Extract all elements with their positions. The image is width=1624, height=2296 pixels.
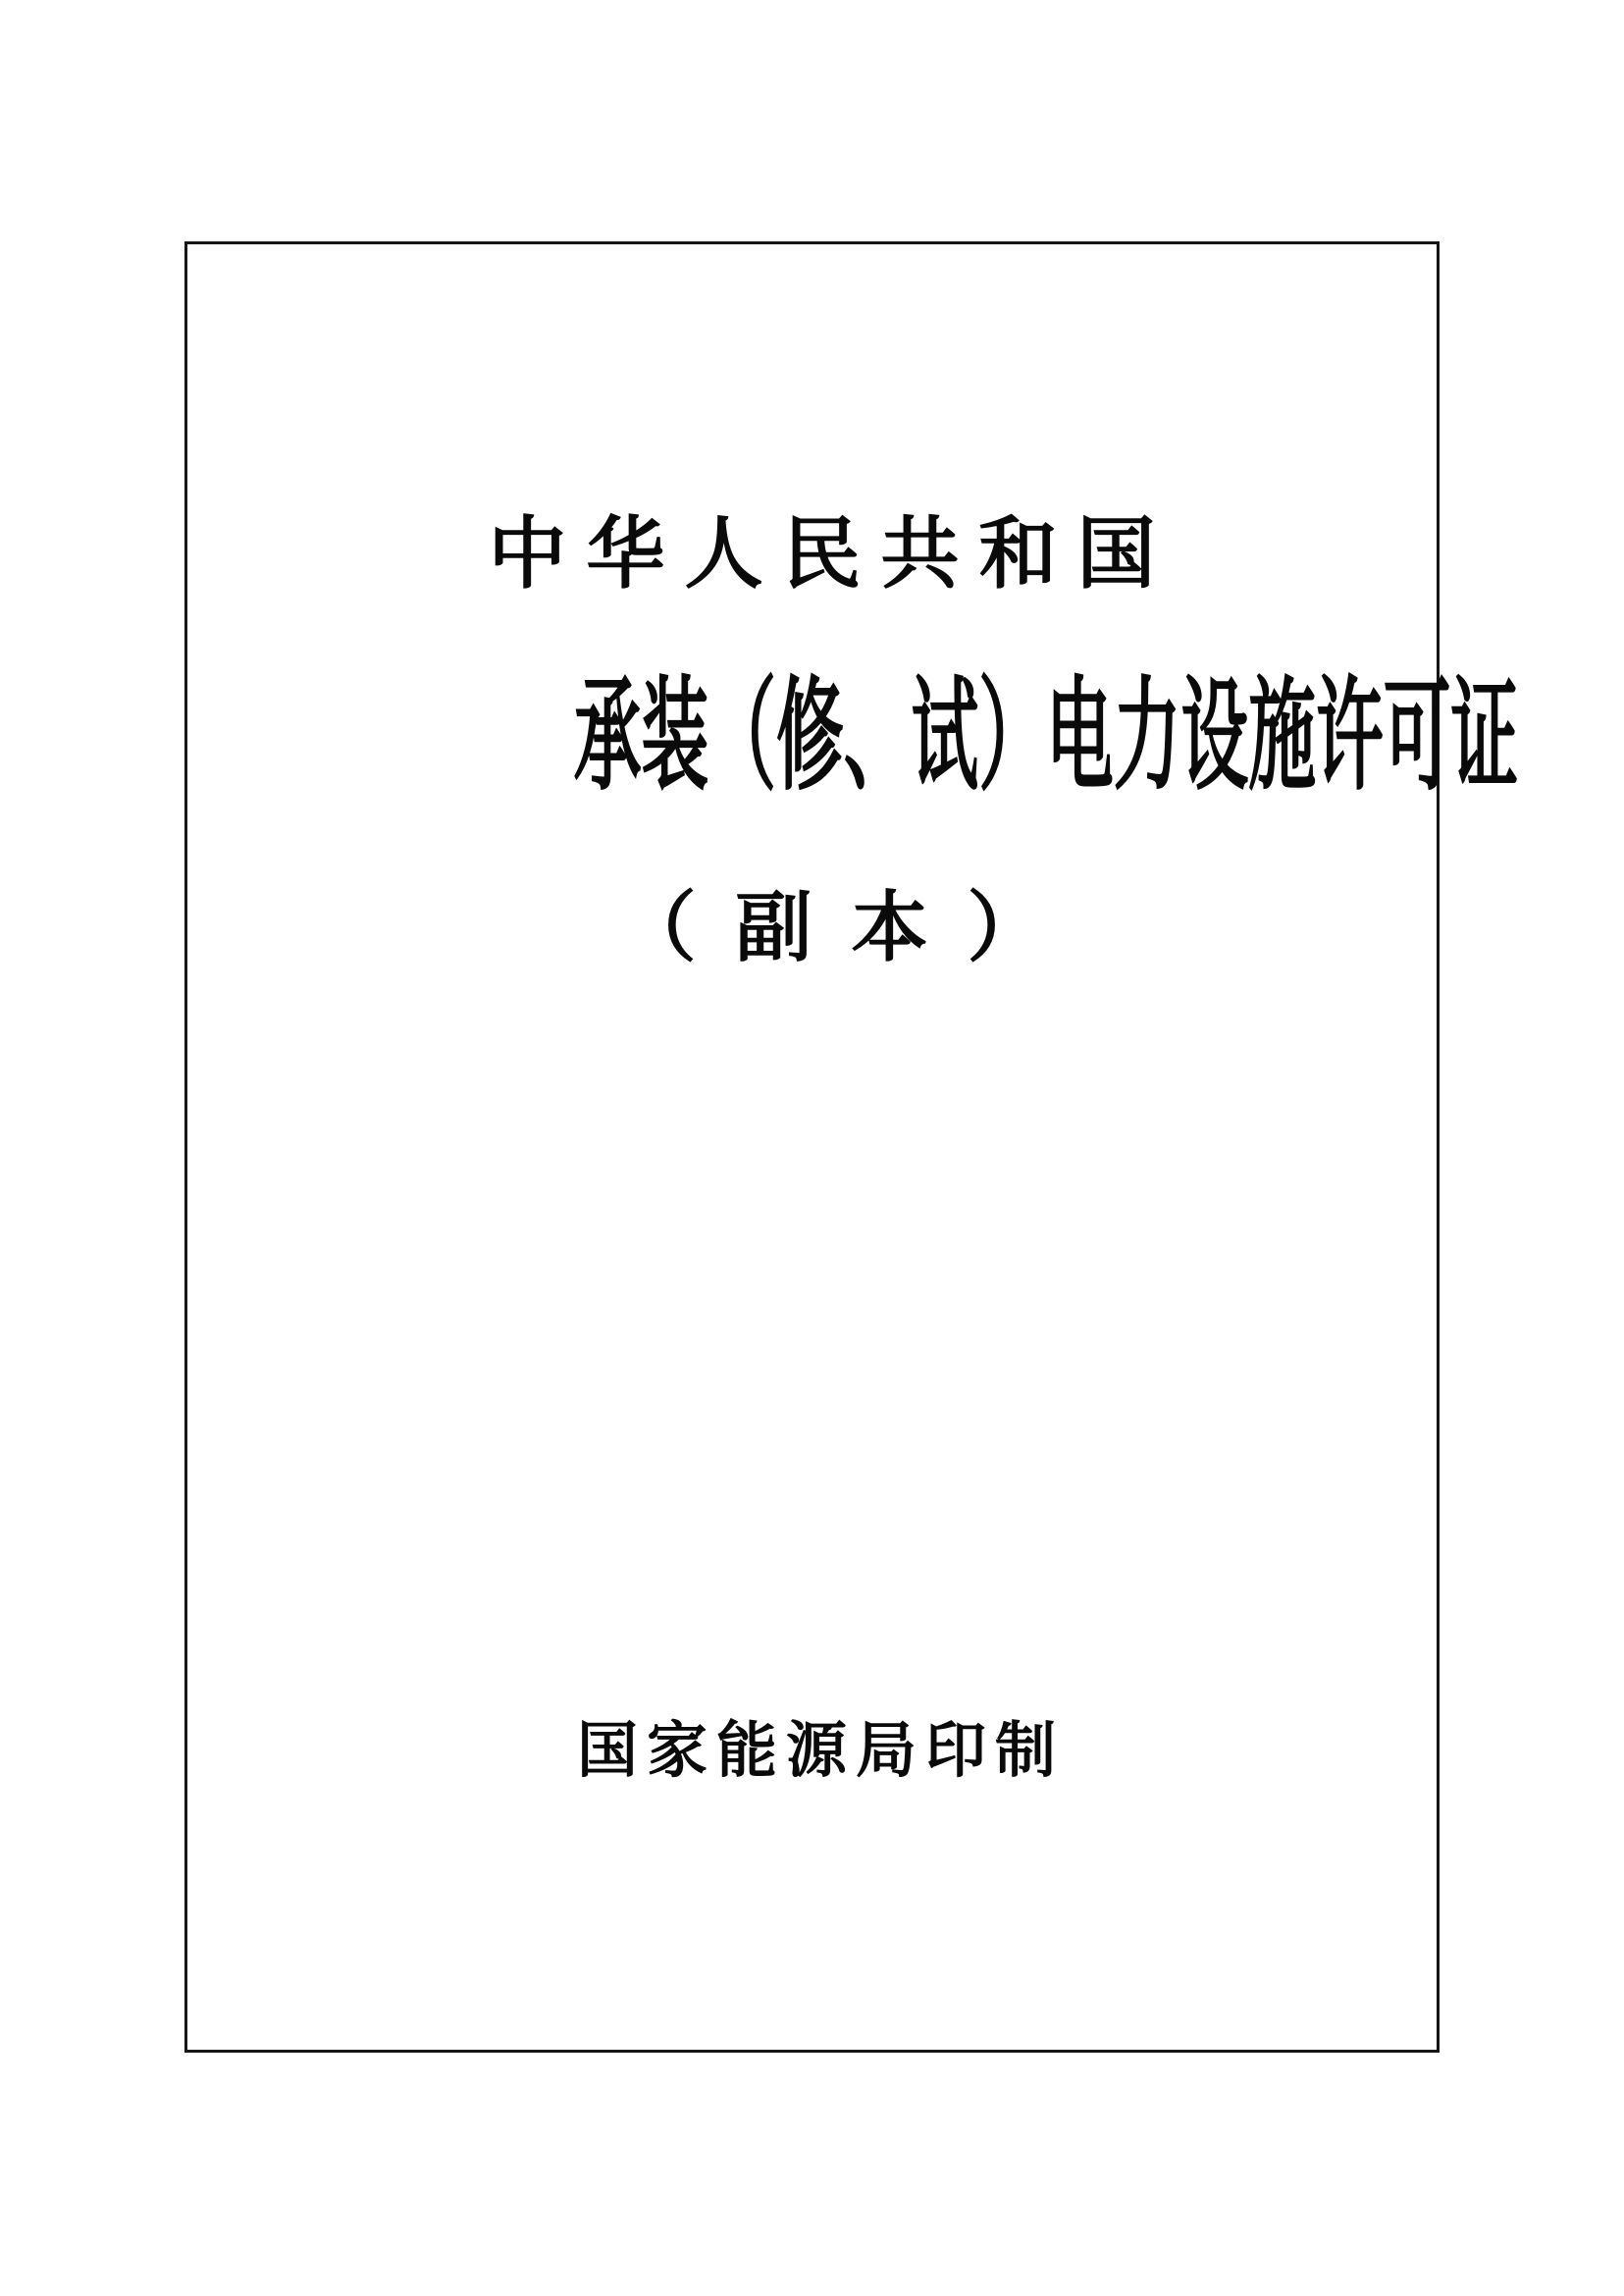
duplicate-copy-label: （副本） [619,885,1083,970]
issuer-imprint: 国家能源局印制 [576,1717,1065,1785]
country-title: 中华人民共和国 [488,512,1176,599]
license-title-text: 承装（修、试）电力设施许可证 [573,670,1519,806]
cover-border-frame [184,241,1519,2053]
license-title [187,670,1519,806]
